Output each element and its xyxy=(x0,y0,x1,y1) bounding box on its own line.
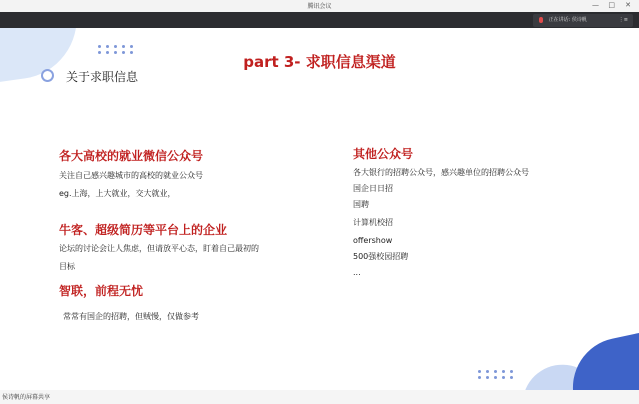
decor-blob-bottom-right xyxy=(564,332,639,390)
right-line-4: 计算机校招 xyxy=(353,218,393,227)
mic-icon xyxy=(539,17,543,23)
right-heading: 其他公众号 xyxy=(353,147,414,161)
maximize-icon[interactable]: □ xyxy=(608,1,615,9)
right-line-6: 500强校园招聘 xyxy=(353,252,409,261)
left-line-2-2: 目标 xyxy=(59,262,75,271)
left-line-3-1: 常常有国企的招聘，但贼慢，仅做参考 xyxy=(63,312,199,321)
decor-dots-bottom xyxy=(478,370,514,379)
left-heading-1: 各大高校的就业微信公众号 xyxy=(59,149,204,163)
left-line-1-1: 关注自己感兴趣城市的高校的就业公众号 xyxy=(59,171,203,180)
minimize-icon[interactable]: — xyxy=(592,1,599,9)
right-line-3: 国聘 xyxy=(353,200,369,209)
title-bar xyxy=(0,0,639,12)
speaker-label: 正在讲话: 侯诗帆 xyxy=(548,17,587,23)
part-title: part 3- 求职信息渠道 xyxy=(243,53,396,71)
screen-share-label[interactable]: 侯诗帆的屏幕共享 xyxy=(2,394,51,401)
right-line-5: offershow xyxy=(353,236,393,245)
left-line-2-1: 论坛的讨论会让人焦虑，但请放平心态，盯着自己最初的 xyxy=(59,244,259,253)
speaker-indicator[interactable] xyxy=(533,14,633,27)
left-heading-3: 智联，前程无忧 xyxy=(59,284,144,298)
window-title: 腾讯会议 xyxy=(307,3,332,10)
side-heading: 关于求职信息 xyxy=(66,70,139,84)
shared-slide xyxy=(0,28,639,390)
menu-icon[interactable]: ⋮≡ xyxy=(618,17,628,23)
left-line-1-2: eg.上海，上大就业，交大就业， xyxy=(59,189,176,198)
left-heading-2: 牛客、超级简历等平台上的企业 xyxy=(59,223,228,237)
right-line-1: 各大银行的招聘公众号，感兴趣单位的招聘公众号 xyxy=(353,168,529,177)
share-bar xyxy=(0,390,639,404)
right-line-7: ... xyxy=(353,268,361,277)
right-line-2: 国企日日招 xyxy=(353,184,393,193)
close-icon[interactable]: ✕ xyxy=(625,1,631,9)
